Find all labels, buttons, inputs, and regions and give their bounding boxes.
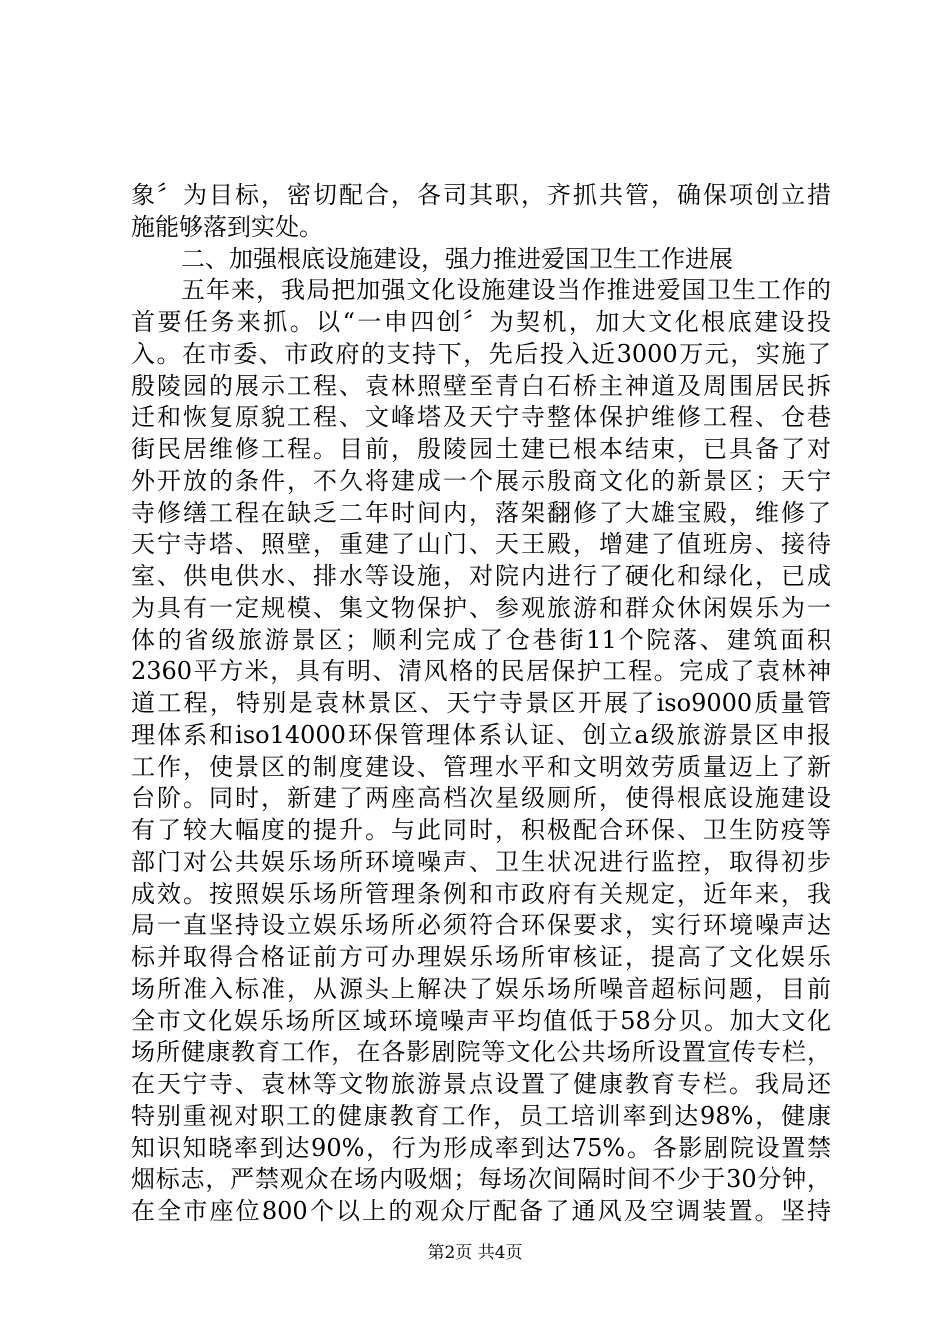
text-line: 局一直坚持设立娱乐场所必须符合环保要求，实行环境噪声达 xyxy=(131,911,831,939)
text-line: 为具有一定规模、集文物保护、参观旅游和群众休闲娱乐为一 xyxy=(131,594,831,622)
text-line: 知识知晓率到达90%，行为形成率到达75%。各影剧院设置禁 xyxy=(131,1134,831,1162)
text-line: 象〞为目标，密切配合，各司其职，齐抓共管，确保项创立措 xyxy=(131,181,831,209)
text-line: 天宁寺塔、照壁，重建了山门、天王殿，增建了值班房、接待 xyxy=(131,530,831,558)
text-line: 外开放的条件，不久将建成一个展示殷商文化的新景区；天宁 xyxy=(131,467,831,495)
text-line: 烟标志，严禁观众在场内吸烟；每场次间隔时间不少于30分钟， xyxy=(131,1165,831,1193)
text-line: 工作，使景区的制度建设、管理水平和文明效劳质量迈上了新 xyxy=(131,753,831,781)
section-heading: 二、加强根底设施建设，强力推进爱国卫生工作进展 xyxy=(181,245,733,273)
text-line: 在天宁寺、袁林等文物旅游景点设置了健康教育专栏。我局还 xyxy=(131,1070,831,1098)
text-line: 特别重视对职工的健康教育工作，员工培训率到达98%，健康 xyxy=(131,1102,831,1130)
text-line: 场所准入标准，从源头上解决了娱乐场所噪音超标问题，目前 xyxy=(131,975,831,1003)
text-line: 标并取得合格证前方可办理娱乐场所审核证，提高了文化娱乐 xyxy=(131,943,831,971)
text-line: 首要任务来抓。以“一申四创〞为契机，加大文化根底建设投 xyxy=(131,308,831,336)
text-line: 迁和恢复原貌工程、文峰塔及天宁寺整体保护维修工程、仓巷 xyxy=(131,403,831,431)
text-line: 有了较大幅度的提升。与此同时，积极配合环保、卫生防疫等 xyxy=(131,816,831,844)
text-line: 道工程，特别是袁林景区、天宁寺景区开展了iso9000质量管 xyxy=(131,689,831,717)
text-line: 施能够落到实处。 xyxy=(131,213,323,241)
text-line: 寺修缮工程在缺乏二年时间内，落架翻修了大雄宝殿，维修了 xyxy=(131,499,831,527)
text-line: 体的省级旅游景区；顺利完成了仓巷街11个院落、建筑面积 xyxy=(131,626,831,654)
text-line: 全市文化娱乐场所区域环境噪声平均值低于58分贝。加大文化 xyxy=(131,1007,831,1035)
text-line: 场所健康教育工作，在各影剧院等文化公共场所设置宣传专栏， xyxy=(131,1038,831,1066)
text-line: 理体系和iso14000环保管理体系认证、创立a级旅游景区申报 xyxy=(131,721,831,749)
text-line: 五年来，我局把加强文化设施建设当作推进爱国卫生工作的 xyxy=(181,276,831,304)
text-line: 成效。按照娱乐场所管理条例和市政府有关规定，近年来，我 xyxy=(131,880,831,908)
text-line: 台阶。同时，新建了两座高档次星级厕所，使得根底设施建设 xyxy=(131,784,831,812)
text-line: 在全市座位800个以上的观众厅配备了通风及空调装置。坚持 xyxy=(131,1197,831,1225)
text-line: 殷陵园的展示工程、袁林照壁至青白石桥主神道及周围居民拆 xyxy=(131,372,831,400)
text-line: 2360平方米，具有明、清风格的民居保护工程。完成了袁林神 xyxy=(131,657,831,685)
text-line: 入。在市委、市政府的支持下，先后投入近3000万元，实施了 xyxy=(131,340,831,368)
text-line: 部门对公共娱乐场所环境噪声、卫生状况进行监控，取得初步 xyxy=(131,848,831,876)
text-line: 室、供电供水、排水等设施，对院内进行了硬化和绿化，已成 xyxy=(131,562,831,590)
page-footer: 第2页 共4页 xyxy=(427,1243,523,1263)
text-line: 街民居维修工程。目前，殷陵园土建已根本结束，已具备了对 xyxy=(131,435,831,463)
